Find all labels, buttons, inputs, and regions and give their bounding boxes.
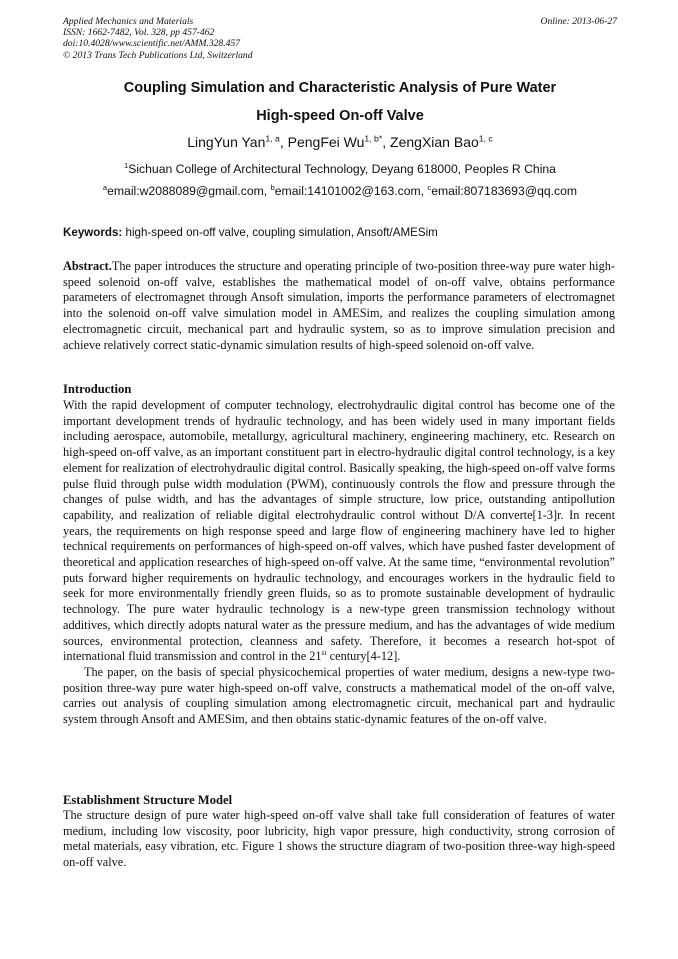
ordinal-sup: st <box>321 648 327 658</box>
online-date: Online: 2013-06-27 <box>540 16 617 27</box>
author-name: ZengXian Bao <box>390 134 479 150</box>
email-address[interactable]: email:14101002@163.com <box>274 184 421 198</box>
keywords-label: Keywords: <box>63 226 123 239</box>
email-address[interactable]: email:w2088089@gmail.com <box>107 184 264 198</box>
paragraph: The paper, on the basis of special physicochemical properties of water medium, designs a new-type two-position three-way pure water high-speed on-off valve, constructs a mathematical model of the on-off valve, carries out analysis of coupling simulation among electromagnetic circuit, mechanical part and hydraulic system through Ansoft and AMESim, and then obtains static-dynamic features of the on-off valve. <box>63 664 615 727</box>
paragraph-text: century[4-12]. <box>326 649 401 664</box>
affiliation <box>63 162 617 176</box>
email-sup: b <box>270 182 275 192</box>
author-sup: 1, b* <box>364 133 383 144</box>
author-name: PengFei Wu <box>287 134 365 150</box>
doi-line: doi:10.4028/www.scientific.net/AMM.328.457 <box>63 38 241 50</box>
email-list: $^a$email:w2088089@gmail.com, $^b$email:14101002@163.com, $^c$email:807183693@qq.com <box>102 182 578 198</box>
author-sup: 1, a <box>265 133 280 144</box>
copyright-line: © 2013 Trans Tech Publications Ltd, Switzerland <box>63 49 253 61</box>
paragraph <box>63 398 615 665</box>
email-sup: a <box>102 182 108 192</box>
author-name: LingYun Yan <box>187 134 266 150</box>
email-address[interactable]: email:807183693@qq.com <box>431 184 578 198</box>
affiliation-sup: 1 <box>124 160 129 170</box>
email-sup: c <box>427 182 432 192</box>
keywords <box>63 226 617 239</box>
issn-line: ISSN: 1662-7482, Vol. 328, pp 457-462 <box>63 27 215 39</box>
establishment-heading: Establishment Structure Model <box>63 793 233 807</box>
establishment-body: The structure design of pure water high-speed on-off valve shall take full consideration of features of water medium, including low viscosity, poor lubricity, high vapor pressure, high conductivity, strong corrosion of metal materials, easy vibration, etc. Figure 1 shows the structure diagram of two-position three-way high-speed on-off valve. <box>63 808 615 870</box>
journal-header <box>63 16 617 61</box>
affiliation-text: Sichuan College of Architectural Technology, Deyang 618000, Peoples R China <box>128 162 556 176</box>
keywords-text: high-speed on-off valve, coupling simulation, Ansoft/AMESim <box>122 226 438 239</box>
introduction-body <box>63 398 615 728</box>
abstract-label: Abstract. <box>63 259 112 273</box>
introduction-heading: Introduction <box>63 382 132 396</box>
abstract-text: The paper introduces the structure and operating principle of two-position three-way pure water high-speed solenoid on-off valve, establishes the mathematical model of on-off valve, obtains performance parameters of electromagnet through Ansoft simulation, imports the performance parameters of electromagnet into the solenoid on-off valve simulation model in AMESim, and realizes the coupling simulation among electromagnetic circuit, mechanical part and hydraulic system, so as to improve simulation precision and achieve relatively correct static-dynamic simulation results of high-speed solenoid on-off valve. <box>63 259 615 352</box>
abstract <box>63 259 615 353</box>
author-list: LingYun Yan$^{1, a}$, PengFei $Wu^{1, b*}$, ZengXian Bao$^{1, c}$ <box>187 133 493 150</box>
author-sup: 1, c <box>478 133 493 144</box>
paper-title-line-2: High-speed On-off Valve <box>256 108 424 124</box>
journal-name: Applied Mechanics and Materials <box>63 16 194 27</box>
paper-title-line-1: Coupling Simulation and Characteristic Analysis of Pure Water <box>123 80 557 96</box>
paragraph-text: With the rapid development of computer technology, electrohydraulic digital control has become one of the important development trends of hydraulic technology, and has been widely used in many important fields including aerospace, automobile, metallurgy, agricultural machinery, engineering machinery, etc. Research on high-speed on-off valve, as an important constituent part in electro-hydraulic digital control technology, is a key element for realization of electrohydraulic digital control. Basically speaking, the high-speed on-off valve forms pulse fluid through pulse width modulation (PWM), continuously controls the flow and pressure through the changes of pulse width, and has the advantages of simple structure, low price, outstanding antipollution capability, and realization of reliable digital electrohydraulic control without D/A converte[1-3]r. In recent years, the requirements on high response speed and large flow of engineering machinery have led to higher technical requirements on performances of high-speed on-off valves, which have pushed faster development of theoretical and application researches of high-speed on-off valve. At the same time, “environmental revolution” puts forward higher requirements on hydraulic technology, and encourages workers in the hydraulic field to seek for more environmentally friendly green fluids, so as to promote sustainable development of hydraulic technology. The pure water hydraulic technology is a new-type green transmission technology without additives, which directly adopts natural water as the pressure medium, and has the advantages of wide medium sources, environmental protection, cleanness and safety. Therefore, it becomes a research hot-spot of international fluid transmission and control in the 21 <box>63 398 615 664</box>
